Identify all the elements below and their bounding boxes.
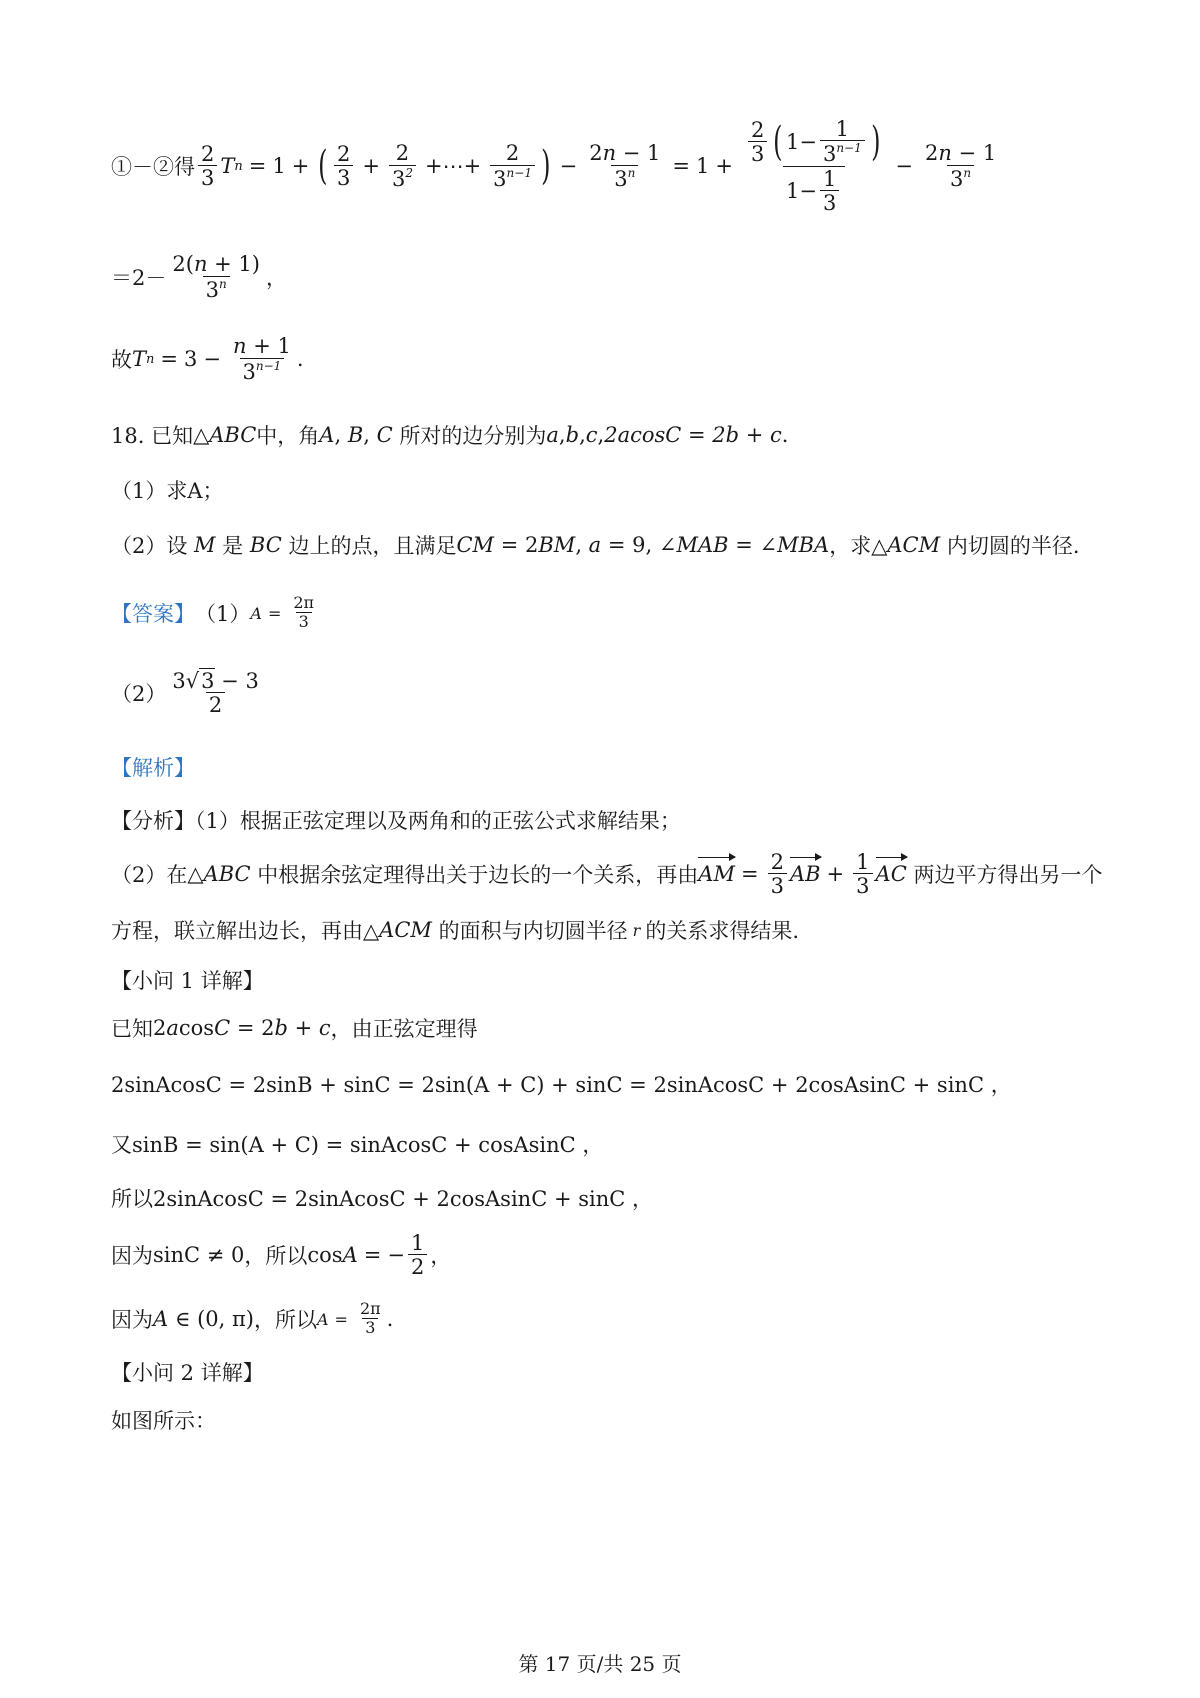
fenxi2-b: 中根据余弦定理得出关于边长的一个关系，再由	[257, 863, 699, 887]
solution-line-2	[111, 1067, 1012, 1101]
s3-a: 又	[111, 1133, 132, 1157]
solution-line-7	[111, 1405, 216, 1435]
answer-1-label: （1）	[195, 602, 251, 626]
q2-e: 内切圆的半径.	[946, 534, 1080, 558]
question-18: 18. 已知 △ ABC 中，角 A , B , C 所对的边分别为 a , b , c , 2acosC = 2b + c .	[111, 420, 788, 450]
s2-text: 2sinAcosC = 2sinB + sinC = 2sin(A + C) + sinC = 2sinAcosC + 2cosAsinC + sinC ，	[111, 1073, 1012, 1097]
s6-a: 因为	[111, 1308, 153, 1332]
fenxi2-c: 两边平方得出另一个	[913, 863, 1103, 887]
sub1-heading: 【小问 1 详解】	[111, 969, 264, 993]
sub-question-1-heading	[111, 965, 264, 995]
q2-b: 是	[222, 534, 244, 558]
fenxi2-a: （2）在	[111, 863, 188, 887]
s1-a: 已知	[111, 1017, 153, 1041]
answer-tag: 【答案】	[111, 602, 195, 626]
s5-c: ，所以	[244, 1244, 308, 1268]
solution-line-4	[111, 1183, 653, 1213]
fenxi-line-2: （2）在 △ ABC 中根据余弦定理得出关于边长的一个关系，再由 AM = $\frac{2}{3}$ AB + $\frac{1}{3}$ AC 两边平方得出另一个	[111, 849, 1103, 898]
s5-a: 因为	[111, 1244, 153, 1268]
s4-b: 2sinAcosC = 2sinAcosC + 2cosAsinC + sinC ，	[153, 1187, 653, 1211]
answer-line-2: （2） $\frac{3√3 - 3}{2}$	[111, 668, 259, 717]
solution-line-5: 因为 sinC ≠ 0 ，所以 cos A = − $\frac{1}{2}$ ，	[111, 1230, 452, 1279]
fenxi3-a: 方程，联立解出边长，再由△	[111, 919, 380, 943]
solution-line-6: 因为 A ∈ (0, π) ，所以 A = $\frac{2\pi}{3}$ .	[111, 1299, 394, 1337]
solution-line-3	[111, 1127, 603, 1161]
s1-b: ，由正弦定理得	[330, 1017, 478, 1041]
fenxi3-c: 的关系求得结果.	[645, 919, 800, 943]
sub-question-2-heading	[111, 1357, 264, 1387]
q18-condition: 2acosC = 2b + c	[604, 423, 782, 447]
question-18-part-2: （2）设 M 是 BC 边上的点，且满足 CM = 2 BM , a = 9, ∠ MAB = ∠ MBA ，求△ ACM 内切圆的半径.	[111, 530, 1080, 560]
sub2-heading: 【小问 2 详解】	[111, 1361, 264, 1385]
q1-text: （1）求A；	[111, 479, 224, 503]
fenxi-line-3: 方程，联立解出边长，再由△ ACM 的面积与内切圆半径 r 的关系求得结果.	[111, 915, 799, 945]
s5-b: sinC ≠ 0	[153, 1243, 245, 1267]
q18-end: 所对的边分别为	[399, 424, 547, 448]
s7-text: 如图所示：	[111, 1409, 216, 1433]
fenxi-text: 【分析】（1）根据正弦定理以及两角和的正弦公式求解结果；	[111, 809, 681, 833]
question-18-stem: 18. 已知	[111, 424, 194, 448]
s4-a: 所以	[111, 1187, 153, 1211]
s6-b: ，所以	[253, 1308, 317, 1332]
q2-d: ，求△	[829, 534, 888, 558]
question-18-part-1	[111, 475, 224, 505]
q18-mid: 中，角	[256, 424, 320, 448]
line2-lead: ＝2－	[111, 266, 167, 290]
equation-line-2: ＝2－ $\frac{2(n + 1)}{3^n}$ ，	[111, 252, 287, 302]
page-footer: 第 17 页/共 25 页	[518, 1652, 682, 1676]
analysis-tag: 【解析】	[111, 756, 195, 780]
solution-line-1: 已知 2acosC = 2b + c ，由正弦定理得	[111, 1013, 478, 1043]
line1-lead: ①－②得	[111, 155, 195, 179]
fraction: $\frac{2}{3}$	[198, 143, 217, 189]
line3-lead: 故	[111, 348, 132, 372]
s3-b: sinB = sin(A + C) = sinAcosC + cosAsinC ，	[132, 1133, 604, 1157]
equation-line-3: 故 T n = 3 − $\frac{n + 1}{3^{n-1}}$ .	[111, 334, 304, 384]
answer-line-1: 【答案】 （1） A = $\frac{2\pi}{3}$	[111, 593, 315, 631]
answer-2-label: （2）	[111, 682, 167, 706]
equation-line-1: ①－②得 $\frac{2}{3}$ T n = 1 + ( $\frac{2}{3}$ + $\frac{2}{3^2}$ +⋯+ $\frac{2}{3^{n-1}}$ ) − $\frac{2n - 1}{3^n}$ = 1 + $\frac{2}{3}$ ( 1− $\frac{1}{3^{n-1}}$ ) 1− $\frac{1}{3}$ − $\frac{2n - 1}{3^n}$	[111, 117, 997, 215]
fenxi3-b: 的面积与内切圆半径	[438, 919, 628, 943]
analysis-tag-line	[111, 752, 195, 782]
q2-c: 边上的点，且满足	[288, 534, 457, 558]
fenxi-line-1	[111, 805, 681, 835]
q2-a: （2）设	[111, 534, 188, 558]
